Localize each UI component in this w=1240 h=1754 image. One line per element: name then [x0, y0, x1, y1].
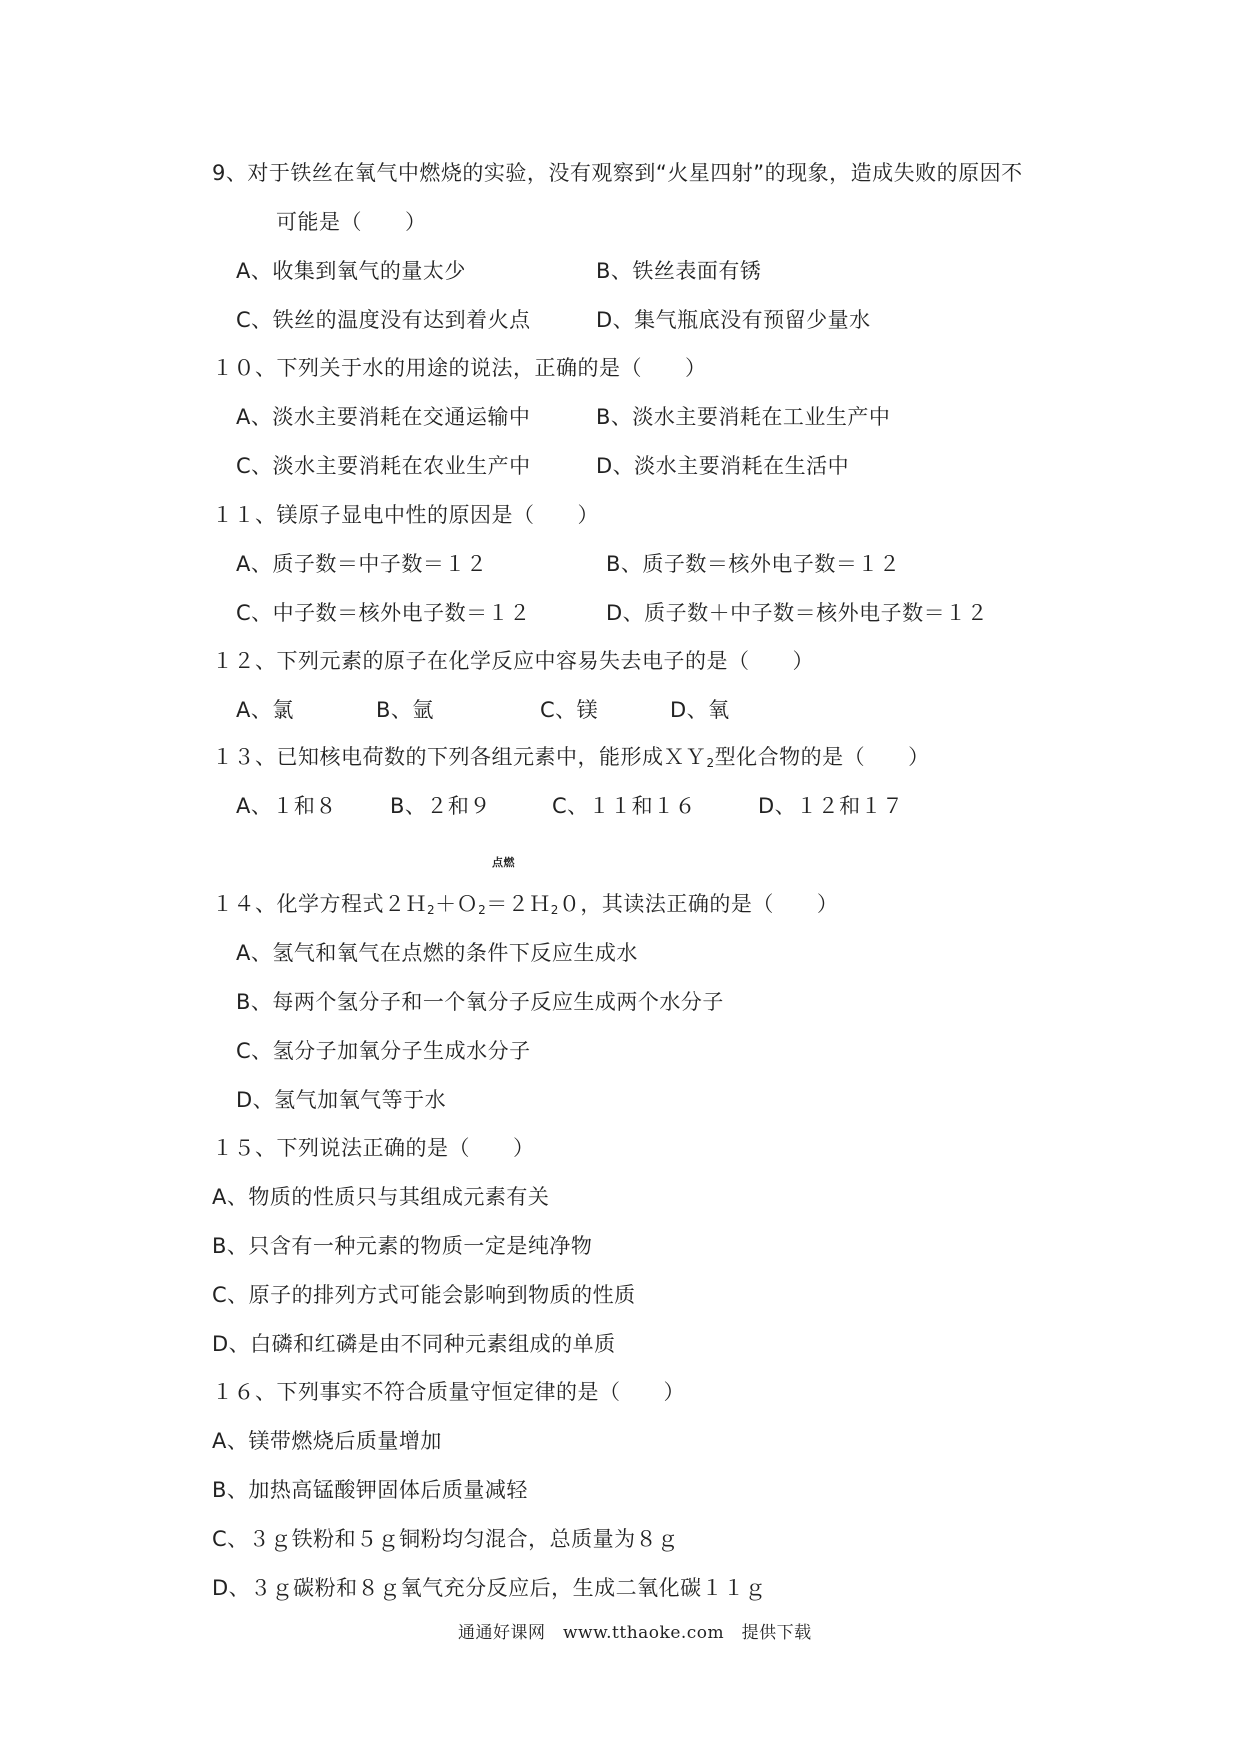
- question-9-option-b: B、铁丝表面有锈: [596, 259, 762, 283]
- question-13-option-a: A、１和８: [236, 794, 337, 818]
- question-10-option-b: B、淡水主要消耗在工业生产中: [596, 405, 891, 429]
- question-9-stem-line2: 可能是（ ）: [276, 210, 427, 234]
- question-14-stem: １４、化学方程式２Ｈ$_2$＋Ｏ$_2$＝２Ｈ$_2$０，其读法正确的是（ ）: [212, 892, 839, 917]
- question-10-stem: １０、下列关于水的用途的说法，正确的是（ ）: [212, 356, 707, 380]
- question-15-option-b: B、只含有一种元素的物质一定是纯净物: [212, 1234, 593, 1258]
- question-12-stem: １２、下列元素的原子在化学反应中容易失去电子的是（ ）: [212, 649, 814, 673]
- question-14-option-b: B、每两个氢分子和一个氧分子反应生成两个水分子: [236, 990, 724, 1014]
- question-10-option-c: C、淡水主要消耗在农业生产中: [236, 454, 531, 478]
- question-12-option-c: C、镁: [540, 698, 599, 722]
- question-16-option-b: B、加热高锰酸钾固体后质量减轻: [212, 1478, 528, 1502]
- question-9-option-c: C、铁丝的温度没有达到着火点: [236, 308, 531, 332]
- question-10-option-a: A、淡水主要消耗在交通运输中: [236, 405, 531, 429]
- question-11-option-d: D、质子数＋中子数＝核外电子数＝１２: [606, 601, 989, 625]
- question-14-option-d: D、氢气加氧气等于水: [236, 1088, 447, 1112]
- question-16-option-c: C、３ｇ铁粉和５ｇ铜粉均匀混合，总质量为８ｇ: [212, 1527, 679, 1551]
- question-11-stem: １１、镁原子显电中性的原因是（ ）: [212, 503, 599, 527]
- question-13-option-b: B、２和９: [390, 794, 491, 818]
- question-16-option-d: D、３ｇ碳粉和８ｇ氧气充分反应后，生成二氧化碳１１ｇ: [212, 1576, 767, 1600]
- question-9-option-a: A、收集到氧气的量太少: [236, 259, 466, 283]
- question-11-option-b: B、质子数＝核外电子数＝１２: [606, 552, 901, 576]
- question-9-option-d: D、集气瓶底没有预留少量水: [596, 308, 871, 332]
- page-footer: 通通好课网 www.tthaoke.com 提供下载: [458, 1623, 812, 1643]
- question-12-option-a: A、氯: [236, 698, 294, 722]
- question-13-option-d: D、１２和１７: [758, 794, 904, 818]
- question-9-stem-line1: 9、对于铁丝在氧气中燃烧的实验，没有观察到“火星四射”的现象，造成失败的原因不: [212, 161, 1023, 185]
- question-13-stem: １３、已知核电荷数的下列各组元素中，能形成ＸＹ$_2$型化合物的是（ ）: [212, 745, 930, 770]
- question-12-option-d: D、氧: [670, 698, 730, 722]
- question-15-option-d: D、白磷和红磷是由不同种元素组成的单质: [212, 1332, 616, 1356]
- question-16-stem: １６、下列事实不符合质量守恒定律的是（ ）: [212, 1380, 685, 1404]
- question-12-option-b: B、氩: [376, 698, 434, 722]
- question-10-option-d: D、淡水主要消耗在生活中: [596, 454, 850, 478]
- question-14-option-a: A、氢气和氧气在点燃的条件下反应生成水: [236, 941, 638, 965]
- question-15-option-c: C、原子的排列方式可能会影响到物质的性质: [212, 1283, 636, 1307]
- question-13-option-c: C、１１和１６: [552, 794, 697, 818]
- question-16-option-a: A、镁带燃烧后质量增加: [212, 1429, 442, 1453]
- question-11-option-a: A、质子数＝中子数＝１２: [236, 552, 488, 576]
- reaction-condition-label: 点燃: [492, 856, 515, 869]
- question-14-option-c: C、氢分子加氧分子生成水分子: [236, 1039, 531, 1063]
- question-15-option-a: A、物质的性质只与其组成元素有关: [212, 1185, 550, 1209]
- question-15-stem: １５、下列说法正确的是（ ）: [212, 1136, 535, 1160]
- question-11-option-c: C、中子数＝核外电子数＝１２: [236, 601, 531, 625]
